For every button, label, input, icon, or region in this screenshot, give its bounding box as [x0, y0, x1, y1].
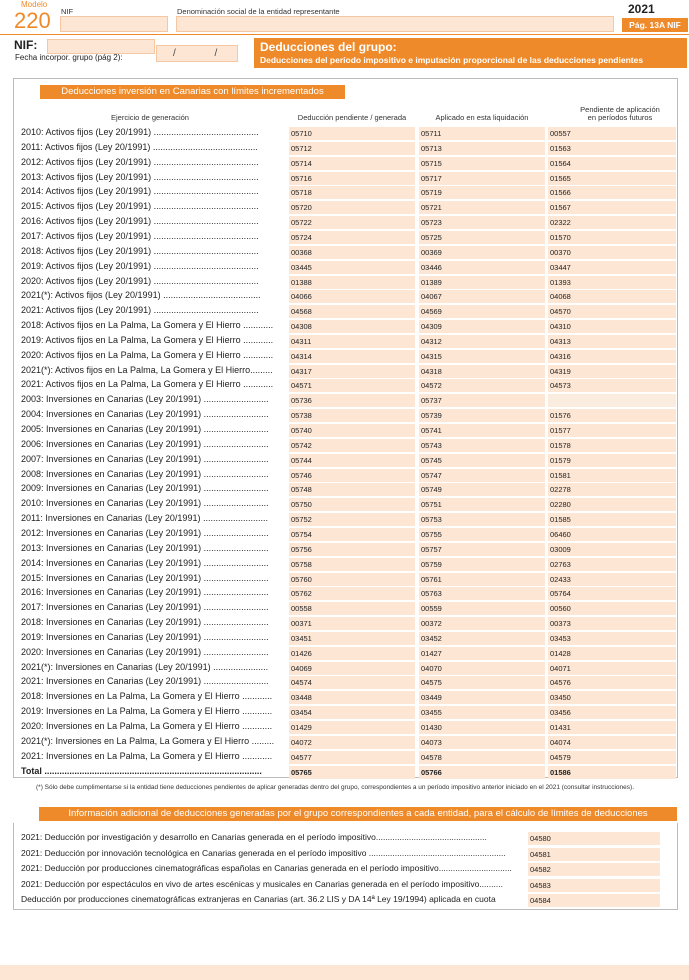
- cell-pendiente[interactable]: 05718: [289, 185, 415, 199]
- table-row: [21, 557, 676, 572]
- nif2-field[interactable]: [47, 39, 155, 54]
- cell-futuros[interactable]: 04579: [548, 750, 676, 764]
- table-row: [21, 468, 676, 483]
- row-label: 2016: Activos fijos (Ley 20/1991) ..........................................: [21, 216, 259, 227]
- cell-pendiente[interactable]: 03454: [289, 705, 415, 719]
- table-row: [21, 601, 676, 616]
- table-row: [21, 289, 676, 304]
- cell-pendiente[interactable]: 05710: [289, 126, 415, 140]
- cell-futuros[interactable]: [548, 393, 676, 407]
- table-row: [21, 690, 676, 705]
- info-row-cell[interactable]: 04580: [528, 831, 660, 845]
- cell-futuros[interactable]: 01579: [548, 453, 676, 467]
- cell-aplicado[interactable]: 01427: [419, 646, 545, 660]
- cell-aplicado[interactable]: 04073: [419, 735, 545, 749]
- cell-aplicado[interactable]: 05759: [419, 557, 545, 571]
- table-row: [21, 423, 676, 438]
- info-row-label: 2021: Deducción por investigación y desarrollo en Canarias generada en el período impositivo...............................................: [21, 832, 487, 842]
- cell-aplicado[interactable]: 03449: [419, 690, 545, 704]
- cell-pendiente[interactable]: 04072: [289, 735, 415, 749]
- cell-pendiente[interactable]: 03451: [289, 631, 415, 645]
- cell-aplicado[interactable]: 05741: [419, 423, 545, 437]
- row-label: 2004: Inversiones en Canarias (Ley 20/1991) ..........................: [21, 409, 269, 420]
- cell-aplicado[interactable]: 04569: [419, 304, 545, 318]
- table-row: [21, 527, 676, 542]
- cell-pendiente[interactable]: 04069: [289, 661, 415, 675]
- row-label: 2018: Activos fijos en La Palma, La Gomera y El Hierro ............: [21, 320, 274, 331]
- cell-pendiente[interactable]: 03445: [289, 260, 415, 274]
- cell-futuros[interactable]: 04573: [548, 378, 676, 392]
- cell-pendiente[interactable]: 01429: [289, 720, 415, 734]
- row-label: 2003: Inversiones en Canarias (Ley 20/1991) ..........................: [21, 394, 269, 405]
- cell-pendiente[interactable]: 05742: [289, 438, 415, 452]
- cell-aplicado[interactable]: 05711: [419, 126, 545, 140]
- total-label: Total .......................................................................................: [21, 765, 262, 776]
- cell-aplicado[interactable]: 05755: [419, 527, 545, 541]
- cell-pendiente[interactable]: 05738: [289, 408, 415, 422]
- row-label: 2018: Inversiones en Canarias (Ley 20/1991) ..........................: [21, 617, 269, 628]
- cell-aplicado[interactable]: 05749: [419, 482, 545, 496]
- cell-pendiente[interactable]: 01388: [289, 275, 415, 289]
- cell-pendiente[interactable]: 04577: [289, 750, 415, 764]
- cell-futuros[interactable]: 01431: [548, 720, 676, 734]
- fecha-field[interactable]: [156, 45, 238, 62]
- cell-pendiente[interactable]: 03448: [289, 690, 415, 704]
- row-label: 2019: Activos fijos (Ley 20/1991) ..........................................: [21, 260, 259, 271]
- cell-futuros[interactable]: 04071: [548, 661, 676, 675]
- cell-futuros[interactable]: 00557: [548, 126, 676, 140]
- cell-aplicado[interactable]: 05719: [419, 185, 545, 199]
- cell-pendiente[interactable]: 04311: [289, 334, 415, 348]
- info-row: [21, 878, 661, 892]
- cell-futuros[interactable]: 02322: [548, 215, 676, 229]
- cell-aplicado[interactable]: 05751: [419, 497, 545, 511]
- cell-pendiente[interactable]: 05754: [289, 527, 415, 541]
- cell-pendiente[interactable]: 05716: [289, 171, 415, 185]
- cell-futuros[interactable]: 01564: [548, 156, 676, 170]
- row-label: 2019: Inversiones en La Palma, La Gomera y El Hierro ............: [21, 706, 273, 717]
- cell-aplicado[interactable]: 03452: [419, 631, 545, 645]
- cell-futuros[interactable]: 03456: [548, 705, 676, 719]
- section1-title: Deducciones inversión en Canarias con límites incrementados: [40, 85, 345, 99]
- cell-pendiente[interactable]: 04571: [289, 378, 415, 392]
- row-label: 2015: Activos fijos (Ley 20/1991) ..........................................: [21, 201, 259, 212]
- row-label: 2021(*): Activos fijos (Ley 20/1991) .......................................: [21, 290, 261, 301]
- table-row: [21, 378, 676, 393]
- cell-futuros[interactable]: 04576: [548, 675, 676, 689]
- row-label: 2017: Inversiones en Canarias (Ley 20/1991) ..........................: [21, 602, 269, 613]
- table-row: [21, 304, 676, 319]
- row-label: 2005: Inversiones en Canarias (Ley 20/1991) ..........................: [21, 424, 269, 434]
- table-row: [21, 720, 676, 735]
- table-row: [21, 275, 676, 290]
- row-label: 2010: Activos fijos (Ley 20/1991) ..........................................: [21, 127, 259, 137]
- cell-futuros[interactable]: 00373: [548, 616, 676, 630]
- cell-futuros[interactable]: 03447: [548, 260, 676, 274]
- info-row: [21, 831, 661, 845]
- cell-pendiente[interactable]: 04568: [289, 304, 415, 318]
- cell-futuros[interactable]: 04068: [548, 289, 676, 303]
- cell-pendiente[interactable]: 04066: [289, 289, 415, 303]
- cell-futuros[interactable]: 02278: [548, 482, 676, 496]
- total-row: [21, 765, 676, 780]
- row-label: 2020: Inversiones en La Palma, La Gomera y El Hierro ............: [21, 721, 273, 731]
- table-row: [21, 646, 676, 661]
- table-row: [21, 260, 676, 275]
- cell-aplicado[interactable]: 05747: [419, 468, 545, 482]
- cell-futuros[interactable]: 01585: [548, 512, 676, 526]
- table-row: [21, 735, 676, 750]
- table-row: [21, 364, 676, 379]
- row-label: 2009: Inversiones en Canarias (Ley 20/1991) ..........................: [21, 483, 269, 494]
- cell-aplicado[interactable]: 05721: [419, 200, 545, 214]
- row-label: 2020: Inversiones en Canarias (Ley 20/1991) ..........................: [21, 646, 269, 657]
- row-label: 2021: Inversiones en La Palma, La Gomera y El Hierro ............: [21, 750, 273, 761]
- cell-futuros[interactable]: 01567: [548, 200, 676, 214]
- cell-aplicado[interactable]: 05763: [419, 586, 545, 600]
- cell-aplicado[interactable]: 05761: [419, 572, 545, 586]
- cell-futuros[interactable]: 01566: [548, 185, 676, 199]
- row-label: 2015: Inversiones en Canarias (Ley 20/1991) ..........................: [21, 572, 269, 583]
- table-row: [21, 705, 676, 720]
- cell-aplicado[interactable]: 05753: [419, 512, 545, 526]
- row-label: 2014: Inversiones en Canarias (Ley 20/1991) ..........................: [21, 557, 269, 568]
- table-row: [21, 675, 676, 690]
- table-row: [21, 661, 676, 676]
- row-label: 2021(*): Inversiones en La Palma, La Gomera y El Hierro .........: [21, 735, 275, 746]
- cell-pendiente[interactable]: 04308: [289, 319, 415, 333]
- row-label: 2007: Inversiones en Canarias (Ley 20/1991) ..........................: [21, 453, 269, 464]
- page-badge: Pág. 13A NIF: [622, 18, 688, 32]
- cell-pendiente[interactable]: 04574: [289, 675, 415, 689]
- footnote: (*) Sólo debe cumplimentarse si la entidad tiene deducciones pendientes de aplicar generadas dentro del grupo, correspondientes a un período impositivo anterior iniciado en el 2021 (consultar instrucciones).: [36, 784, 634, 791]
- cell-aplicado[interactable]: 05743: [419, 438, 545, 452]
- cell-futuros[interactable]: 03009: [548, 542, 676, 556]
- total-pendiente[interactable]: 05765: [289, 765, 415, 779]
- cell-pendiente[interactable]: 00558: [289, 601, 415, 615]
- table-row: [21, 453, 676, 468]
- cell-pendiente[interactable]: 00371: [289, 616, 415, 630]
- cell-pendiente[interactable]: 05748: [289, 482, 415, 496]
- cell-pendiente[interactable]: 04317: [289, 364, 415, 378]
- cell-pendiente[interactable]: 05720: [289, 200, 415, 214]
- cell-futuros[interactable]: 01577: [548, 423, 676, 437]
- cell-pendiente[interactable]: 04314: [289, 349, 415, 363]
- cell-futuros[interactable]: 01570: [548, 230, 676, 244]
- cell-pendiente[interactable]: 05760: [289, 572, 415, 586]
- table-row: [21, 245, 676, 260]
- cell-pendiente[interactable]: 05758: [289, 557, 415, 571]
- cell-pendiente[interactable]: 05724: [289, 230, 415, 244]
- cell-pendiente[interactable]: 05746: [289, 468, 415, 482]
- table-row: [21, 156, 676, 171]
- cell-aplicado[interactable]: 03446: [419, 260, 545, 274]
- nif2-label: NIF:: [14, 38, 38, 52]
- total-futuros[interactable]: 01586: [548, 765, 676, 779]
- cell-futuros[interactable]: 04074: [548, 735, 676, 749]
- row-label: 2021: Inversiones en Canarias (Ley 20/1991) ..........................: [21, 676, 269, 687]
- cell-aplicado[interactable]: 05717: [419, 171, 545, 185]
- cell-futuros[interactable]: 06460: [548, 527, 676, 541]
- row-label: 2021: Activos fijos (Ley 20/1991) ..........................................: [21, 305, 259, 316]
- denominacion-label: Denominación social de la entidad representante: [177, 7, 340, 16]
- nif-field[interactable]: [60, 16, 168, 32]
- cell-aplicado[interactable]: 04575: [419, 675, 545, 689]
- cell-futuros[interactable]: 01576: [548, 408, 676, 422]
- cell-aplicado[interactable]: 04572: [419, 378, 545, 392]
- cell-futuros[interactable]: 01393: [548, 275, 676, 289]
- col-header-pendiente: Deducción pendiente / generada: [297, 113, 407, 122]
- row-label: 2020: Activos fijos (Ley 20/1991) ..........................................: [21, 275, 259, 286]
- table-row: [21, 349, 676, 364]
- cell-pendiente[interactable]: 05714: [289, 156, 415, 170]
- cell-futuros[interactable]: 01563: [548, 141, 676, 155]
- page-title: Deducciones del grupo:: [260, 40, 397, 54]
- col-header-aplicado: Aplicado en esta liquidación: [435, 113, 529, 122]
- row-label: 2021(*): Activos fijos en La Palma, La Gomera y El Hierro.........: [21, 364, 273, 375]
- cell-aplicado[interactable]: 04578: [419, 750, 545, 764]
- fecha-label: Fecha incorpor. grupo (pág 2):: [15, 53, 123, 62]
- page-title-box: [254, 38, 687, 68]
- cell-aplicado[interactable]: 04312: [419, 334, 545, 348]
- cell-aplicado[interactable]: 01389: [419, 275, 545, 289]
- table-row: [21, 631, 676, 646]
- cell-aplicado[interactable]: 00372: [419, 616, 545, 630]
- cell-aplicado[interactable]: 04318: [419, 364, 545, 378]
- section2-title: Información adicional de deducciones generadas por el grupo correspondientes a cada entidad, para el cálculo de límites de deducciones: [39, 807, 677, 821]
- cell-aplicado[interactable]: 03455: [419, 705, 545, 719]
- table-row: [21, 200, 676, 215]
- modelo-number: 220: [14, 8, 51, 33]
- row-label: 2021(*): Inversiones en Canarias (Ley 20/1991) ......................: [21, 661, 269, 672]
- cell-pendiente[interactable]: 00368: [289, 245, 415, 259]
- table-row: [21, 171, 676, 186]
- row-label: 2021: Activos fijos en La Palma, La Gomera y El Hierro ............: [21, 379, 274, 390]
- cell-aplicado[interactable]: 04315: [419, 349, 545, 363]
- info-row-label: 2021: Deducción por espectáculos en vivo de artes escénicas y musicales en Canarias generada en el período impositivo..........: [21, 878, 503, 889]
- cell-aplicado[interactable]: 04067: [419, 289, 545, 303]
- row-label: 2013: Activos fijos (Ley 20/1991) ..........................................: [21, 171, 259, 182]
- table-row: [21, 542, 676, 557]
- nif-label: NIF: [61, 7, 74, 16]
- info-row-cell[interactable]: 04581: [528, 847, 660, 861]
- cell-pendiente[interactable]: 05762: [289, 586, 415, 600]
- table-row: [21, 586, 676, 601]
- cell-futuros[interactable]: 01565: [548, 171, 676, 185]
- cell-aplicado[interactable]: 04309: [419, 319, 545, 333]
- cell-futuros[interactable]: 02433: [548, 572, 676, 586]
- table-row: [21, 438, 676, 453]
- table-row: [21, 185, 676, 200]
- cell-futuros[interactable]: 04570: [548, 304, 676, 318]
- cell-aplicado[interactable]: 00369: [419, 245, 545, 259]
- table-row: [21, 512, 676, 527]
- year-label: 2021: [628, 2, 655, 16]
- cell-futuros[interactable]: 01578: [548, 438, 676, 452]
- table-row: [21, 215, 676, 230]
- info-row: [21, 862, 661, 876]
- cell-pendiente[interactable]: 05752: [289, 512, 415, 526]
- table-row: [21, 750, 676, 765]
- cell-aplicado[interactable]: 04070: [419, 661, 545, 675]
- cell-futuros[interactable]: 00560: [548, 601, 676, 615]
- row-label: 2017: Activos fijos (Ley 20/1991) ..........................................: [21, 230, 259, 241]
- row-label: 2006: Inversiones en Canarias (Ley 20/1991) ..........................: [21, 438, 269, 449]
- table-row: [21, 141, 676, 156]
- cell-aplicado[interactable]: 05739: [419, 408, 545, 422]
- info-row-label: 2021: Deducción por producciones cinematográficas españolas en Canarias generada en el período impositivo...............................: [21, 863, 512, 873]
- table-row: [21, 408, 676, 423]
- cell-futuros[interactable]: 04319: [548, 364, 676, 378]
- row-label: 2019: Activos fijos en La Palma, La Gomera y El Hierro ............: [21, 334, 274, 345]
- cell-futuros[interactable]: 03450: [548, 690, 676, 704]
- row-label: 2012: Activos fijos (Ley 20/1991) ..........................................: [21, 156, 259, 167]
- table-row: [21, 616, 676, 631]
- cell-futuros[interactable]: 02280: [548, 497, 676, 511]
- col-header-ejercicio: Ejercicio de generación: [111, 113, 189, 122]
- modelo-label: Modelo: [21, 0, 48, 9]
- info-row-cell[interactable]: 04584: [528, 893, 660, 907]
- cell-aplicado[interactable]: 05713: [419, 141, 545, 155]
- table-row: [21, 230, 676, 245]
- header-divider: [0, 34, 689, 35]
- row-label: 2016: Inversiones en Canarias (Ley 20/1991) ..........................: [21, 587, 269, 598]
- cell-futuros[interactable]: 04310: [548, 319, 676, 333]
- cell-aplicado[interactable]: 05757: [419, 542, 545, 556]
- cell-pendiente[interactable]: 05744: [289, 453, 415, 467]
- row-label: 2013: Inversiones en Canarias (Ley 20/1991) ..........................: [21, 542, 269, 553]
- table-row: [21, 319, 676, 334]
- cell-aplicado[interactable]: 05745: [419, 453, 545, 467]
- cell-futuros[interactable]: 04316: [548, 349, 676, 363]
- cell-aplicado[interactable]: 05737: [419, 393, 545, 407]
- cell-futuros[interactable]: 02763: [548, 557, 676, 571]
- cell-aplicado[interactable]: 01430: [419, 720, 545, 734]
- info-row: [21, 847, 661, 861]
- cell-pendiente[interactable]: 05756: [289, 542, 415, 556]
- info-row-label: 2021: Deducción por innovación tecnológica en Canarias generada en el período impositivo ..........................................................: [21, 847, 506, 858]
- col-header-futuros: Pendiente de aplicación en períodos futuros: [580, 105, 660, 122]
- cell-aplicado[interactable]: 05723: [419, 215, 545, 229]
- denominacion-field[interactable]: [176, 16, 614, 32]
- info-row-cell[interactable]: 04583: [528, 878, 660, 892]
- cell-futuros[interactable]: 01428: [548, 646, 676, 660]
- cell-pendiente[interactable]: 05736: [289, 393, 415, 407]
- row-label: 2012: Inversiones en Canarias (Ley 20/1991) ..........................: [21, 527, 269, 538]
- table-row: [21, 482, 676, 497]
- bottom-bar: [0, 965, 689, 980]
- cell-pendiente[interactable]: 05750: [289, 497, 415, 511]
- cell-futuros[interactable]: 05764: [548, 586, 676, 600]
- table-row: [21, 572, 676, 587]
- cell-futuros[interactable]: 00370: [548, 245, 676, 259]
- row-label: 2018: Inversiones en La Palma, La Gomera y El Hierro ............: [21, 691, 273, 702]
- fecha-value: / /: [173, 48, 236, 59]
- info-row: [21, 893, 661, 907]
- row-label: 2014: Activos fijos (Ley 20/1991) ..........................................: [21, 186, 259, 197]
- table-row: [21, 497, 676, 512]
- table-row: [21, 334, 676, 349]
- row-label: 2011: Inversiones en Canarias (Ley 20/1991) ..........................: [21, 513, 268, 524]
- total-aplicado[interactable]: 05766: [419, 765, 545, 779]
- row-label: 2018: Activos fijos (Ley 20/1991) ..........................................: [21, 245, 259, 256]
- row-label: 2019: Inversiones en Canarias (Ley 20/1991) ..........................: [21, 631, 269, 642]
- row-label: 2020: Activos fijos en La Palma, La Gomera y El Hierro ............: [21, 349, 274, 360]
- cell-pendiente[interactable]: 05722: [289, 215, 415, 229]
- page-subtitle: Deducciones del período impositivo e imputación proporcional de las deducciones pendientes: [260, 55, 644, 65]
- cell-aplicado[interactable]: 05725: [419, 230, 545, 244]
- cell-pendiente[interactable]: 01426: [289, 646, 415, 660]
- table-row: [21, 126, 676, 141]
- info-row-cell[interactable]: 04582: [528, 862, 660, 876]
- row-label: 2010: Inversiones en Canarias (Ley 20/1991) ..........................: [21, 498, 269, 509]
- row-label: 2011: Activos fijos (Ley 20/1991) ..........................................: [21, 141, 258, 152]
- cell-futuros[interactable]: 01581: [548, 468, 676, 482]
- info-row-label: Deducción por producciones cinematográficas extranjeras en Canarias (art. 36.2 LIS y DA 14ª Ley 19/1994) aplicada en cuota: [21, 894, 496, 904]
- table-row: [21, 393, 676, 408]
- cell-futuros[interactable]: 04313: [548, 334, 676, 348]
- cell-futuros[interactable]: 03453: [548, 631, 676, 645]
- cell-pendiente[interactable]: 05712: [289, 141, 415, 155]
- cell-aplicado[interactable]: 05715: [419, 156, 545, 170]
- cell-pendiente[interactable]: 05740: [289, 423, 415, 437]
- row-label: 2008: Inversiones en Canarias (Ley 20/1991) ..........................: [21, 468, 269, 479]
- cell-aplicado[interactable]: 00559: [419, 601, 545, 615]
